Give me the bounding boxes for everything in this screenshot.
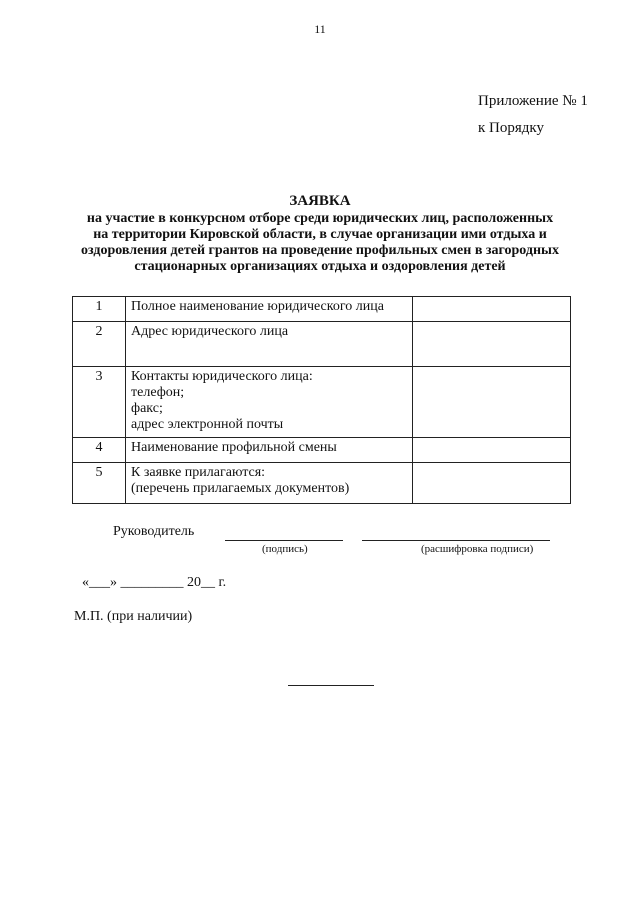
application-form-table	[72, 296, 571, 504]
signature-decode-hint: (расшифровка подписи)	[421, 543, 534, 555]
row-value-cell[interactable]	[413, 367, 571, 438]
signature-line[interactable]	[225, 540, 343, 541]
table-row	[73, 297, 571, 322]
row-number: 1	[73, 297, 126, 322]
title-line: оздоровления детей грантов на проведение профильных смен в загородных	[81, 243, 559, 258]
table-row	[73, 367, 571, 438]
table-row	[73, 322, 571, 367]
page-number: 11	[314, 22, 326, 36]
appendix-line-2: к Порядку	[478, 120, 544, 136]
document-title: ЗАЯВКА	[289, 193, 351, 209]
row-value-cell[interactable]	[413, 463, 571, 504]
signature-decode-line[interactable]	[362, 540, 550, 541]
row-number: 5	[73, 463, 126, 504]
signature-hint: (подпись)	[262, 543, 308, 555]
row-number: 3	[73, 367, 126, 438]
title-line: на участие в конкурсном отборе среди юридических лиц, расположенных	[86, 211, 554, 226]
end-divider	[288, 685, 374, 686]
title-line: на территории Кировской области, в случае организации ими отдыха и	[93, 227, 547, 242]
appendix-line-1: Приложение № 1	[478, 93, 588, 109]
row-label: К заявке прилагаются: (перечень прилагаемых документов)	[126, 463, 413, 504]
signature-label: Руководитель	[113, 524, 195, 539]
row-number: 2	[73, 322, 126, 367]
table-row	[73, 463, 571, 504]
row-value-cell[interactable]	[413, 297, 571, 322]
stamp-place: М.П. (при наличии)	[74, 609, 193, 624]
table-row	[73, 438, 571, 463]
row-label: Наименование профильной смены	[126, 438, 413, 463]
row-label: Контакты юридического лица: телефон; факс; адрес электронной почты	[126, 367, 413, 438]
document-title-block	[60, 193, 580, 275]
row-value-cell[interactable]	[413, 322, 571, 367]
row-label: Полное наименование юридического лица	[126, 297, 413, 322]
row-label: Адрес юридического лица	[126, 322, 413, 367]
row-number: 4	[73, 438, 126, 463]
appendix-reference	[478, 88, 588, 142]
date-line: «___» _________ 20__ г.	[82, 575, 227, 590]
title-line: стационарных организациях отдыха и оздоровления детей	[134, 259, 506, 274]
row-value-cell[interactable]	[413, 438, 571, 463]
